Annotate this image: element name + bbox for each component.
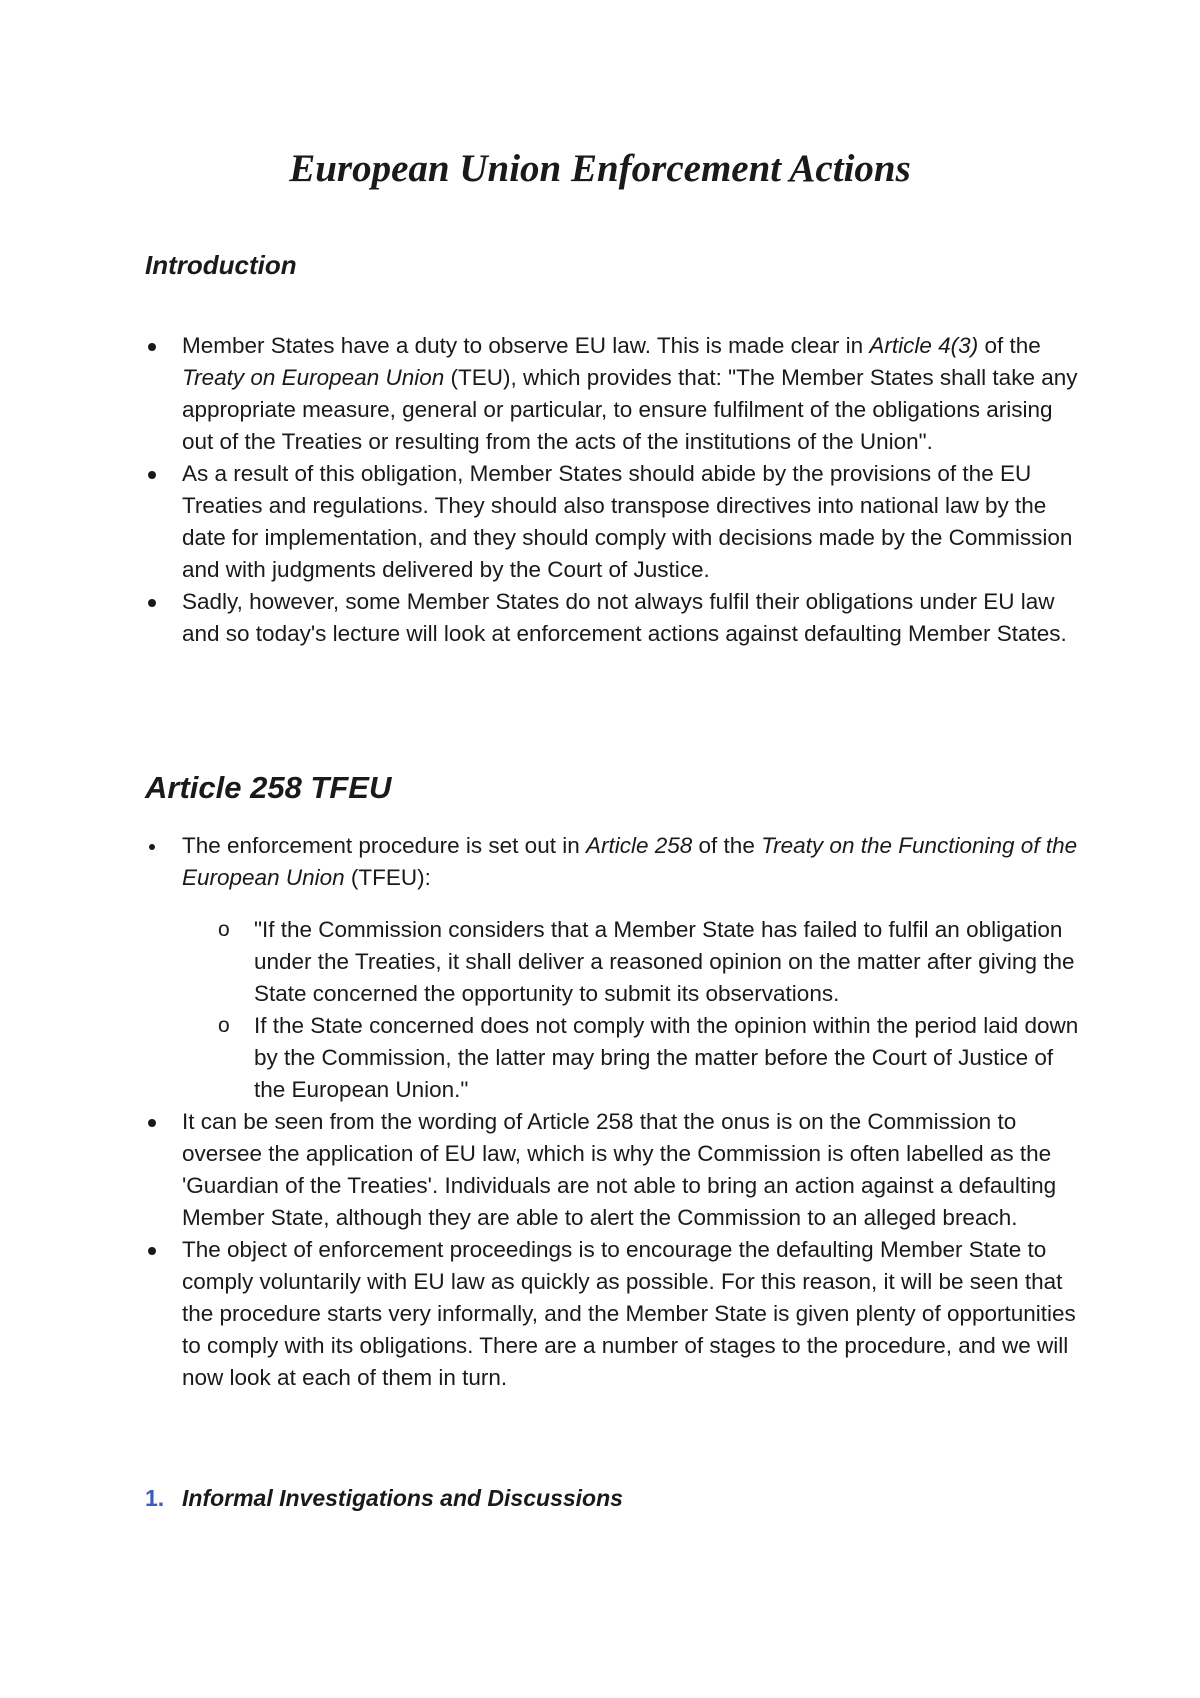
list-item: The object of enforcement proceedings is to encourage the defaulting Member State to comply voluntarily with EU law as quickly as possible. For this reason, it will be seen that the procedure starts very informally, and the Member State is given plenty of opportunities to comply with its obligations. There are a number of stages to the procedure, and we will now look at each of them in turn. <box>145 1234 1085 1394</box>
circle-bullet-icon: o <box>218 918 230 941</box>
introduction-list <box>145 330 1085 650</box>
article-258-list <box>145 830 1085 1394</box>
citation-tfeu: Treaty on the Functioning of the European Union <box>182 833 1078 890</box>
stage-number: 1. <box>145 1485 165 1511</box>
bullet-icon <box>148 599 156 607</box>
article-258-heading: Article 258 TFEU <box>145 770 392 805</box>
list-item: Sadly, however, some Member States do not always fulfil their obligations under EU law and so today's lecture will look at enforcement actions against defaulting Member States. <box>145 586 1085 650</box>
bullet-icon <box>148 343 156 351</box>
citation-article-258: Article 258 <box>585 833 693 858</box>
bullet-icon <box>148 471 156 479</box>
introduction-heading: Introduction <box>145 250 297 280</box>
list-item: It can be seen from the wording of Article 258 that the onus is on the Commission to oversee the application of EU law, which is why the Commission is often labelled as the 'Guardian of the Treaties'. Individuals are not able to bring an action against a defaulting Member State, although they are able to alert the Commission to an alleged breach. <box>145 1106 1085 1234</box>
list-item: As a result of this obligation, Member States should abide by the provisions of the EU Treaties and regulations. They should also transpose directives into national law by the date for implementation, and they should comply with decisions made by the Commission and with judgments delivered by the Court of Justice. <box>145 458 1085 586</box>
list-item: The enforcement procedure is set out in Article 258 of the Treaty on the Functioning of the European Union (TFEU): o "If the Commission considers that a Member State has failed to fulfil an obligation under the Treaties, it shall deliver a reasoned opinion on the matter after giving the State concerned the opportunity to submit its observations. o If the State concerned does not comply with the opinion within the period laid down by the Commission, the latter may bring the matter before the Court of Justice of the European Union." <box>145 830 1085 1106</box>
citation-article-4-3: Article 4(3) <box>869 333 979 358</box>
bullet-icon <box>149 844 155 850</box>
citation-teu: Treaty on European Union <box>182 365 445 390</box>
stage-1-heading <box>145 1482 623 1514</box>
quote-item: o "If the Commission considers that a Member State has failed to fulfil an obligation under the Treaties, it shall deliver a reasoned opinion on the matter after giving the State concerned the opportunity to submit its observations. <box>254 914 1085 1010</box>
quote-list <box>182 914 1085 1106</box>
stage-title: Informal Investigations and Discussions <box>182 1485 623 1511</box>
bullet-icon <box>148 1119 156 1127</box>
bullet-icon <box>148 1247 156 1255</box>
quote-item: o If the State concerned does not comply with the opinion within the period laid down by the Commission, the latter may bring the matter before the Court of Justice of the European Union." <box>254 1010 1085 1106</box>
circle-bullet-icon: o <box>218 1014 230 1037</box>
list-item: Member States have a duty to observe EU law. This is made clear in Article 4(3) of the Treaty on European Union (TEU), which provides that: "The Member States shall take any appropriate measure, general or particular, to ensure fulfilment of the obligations arising out of the Treaties or resulting from the acts of the institutions of the Union". <box>145 330 1085 458</box>
document-title: European Union Enforcement Actions <box>289 147 911 190</box>
